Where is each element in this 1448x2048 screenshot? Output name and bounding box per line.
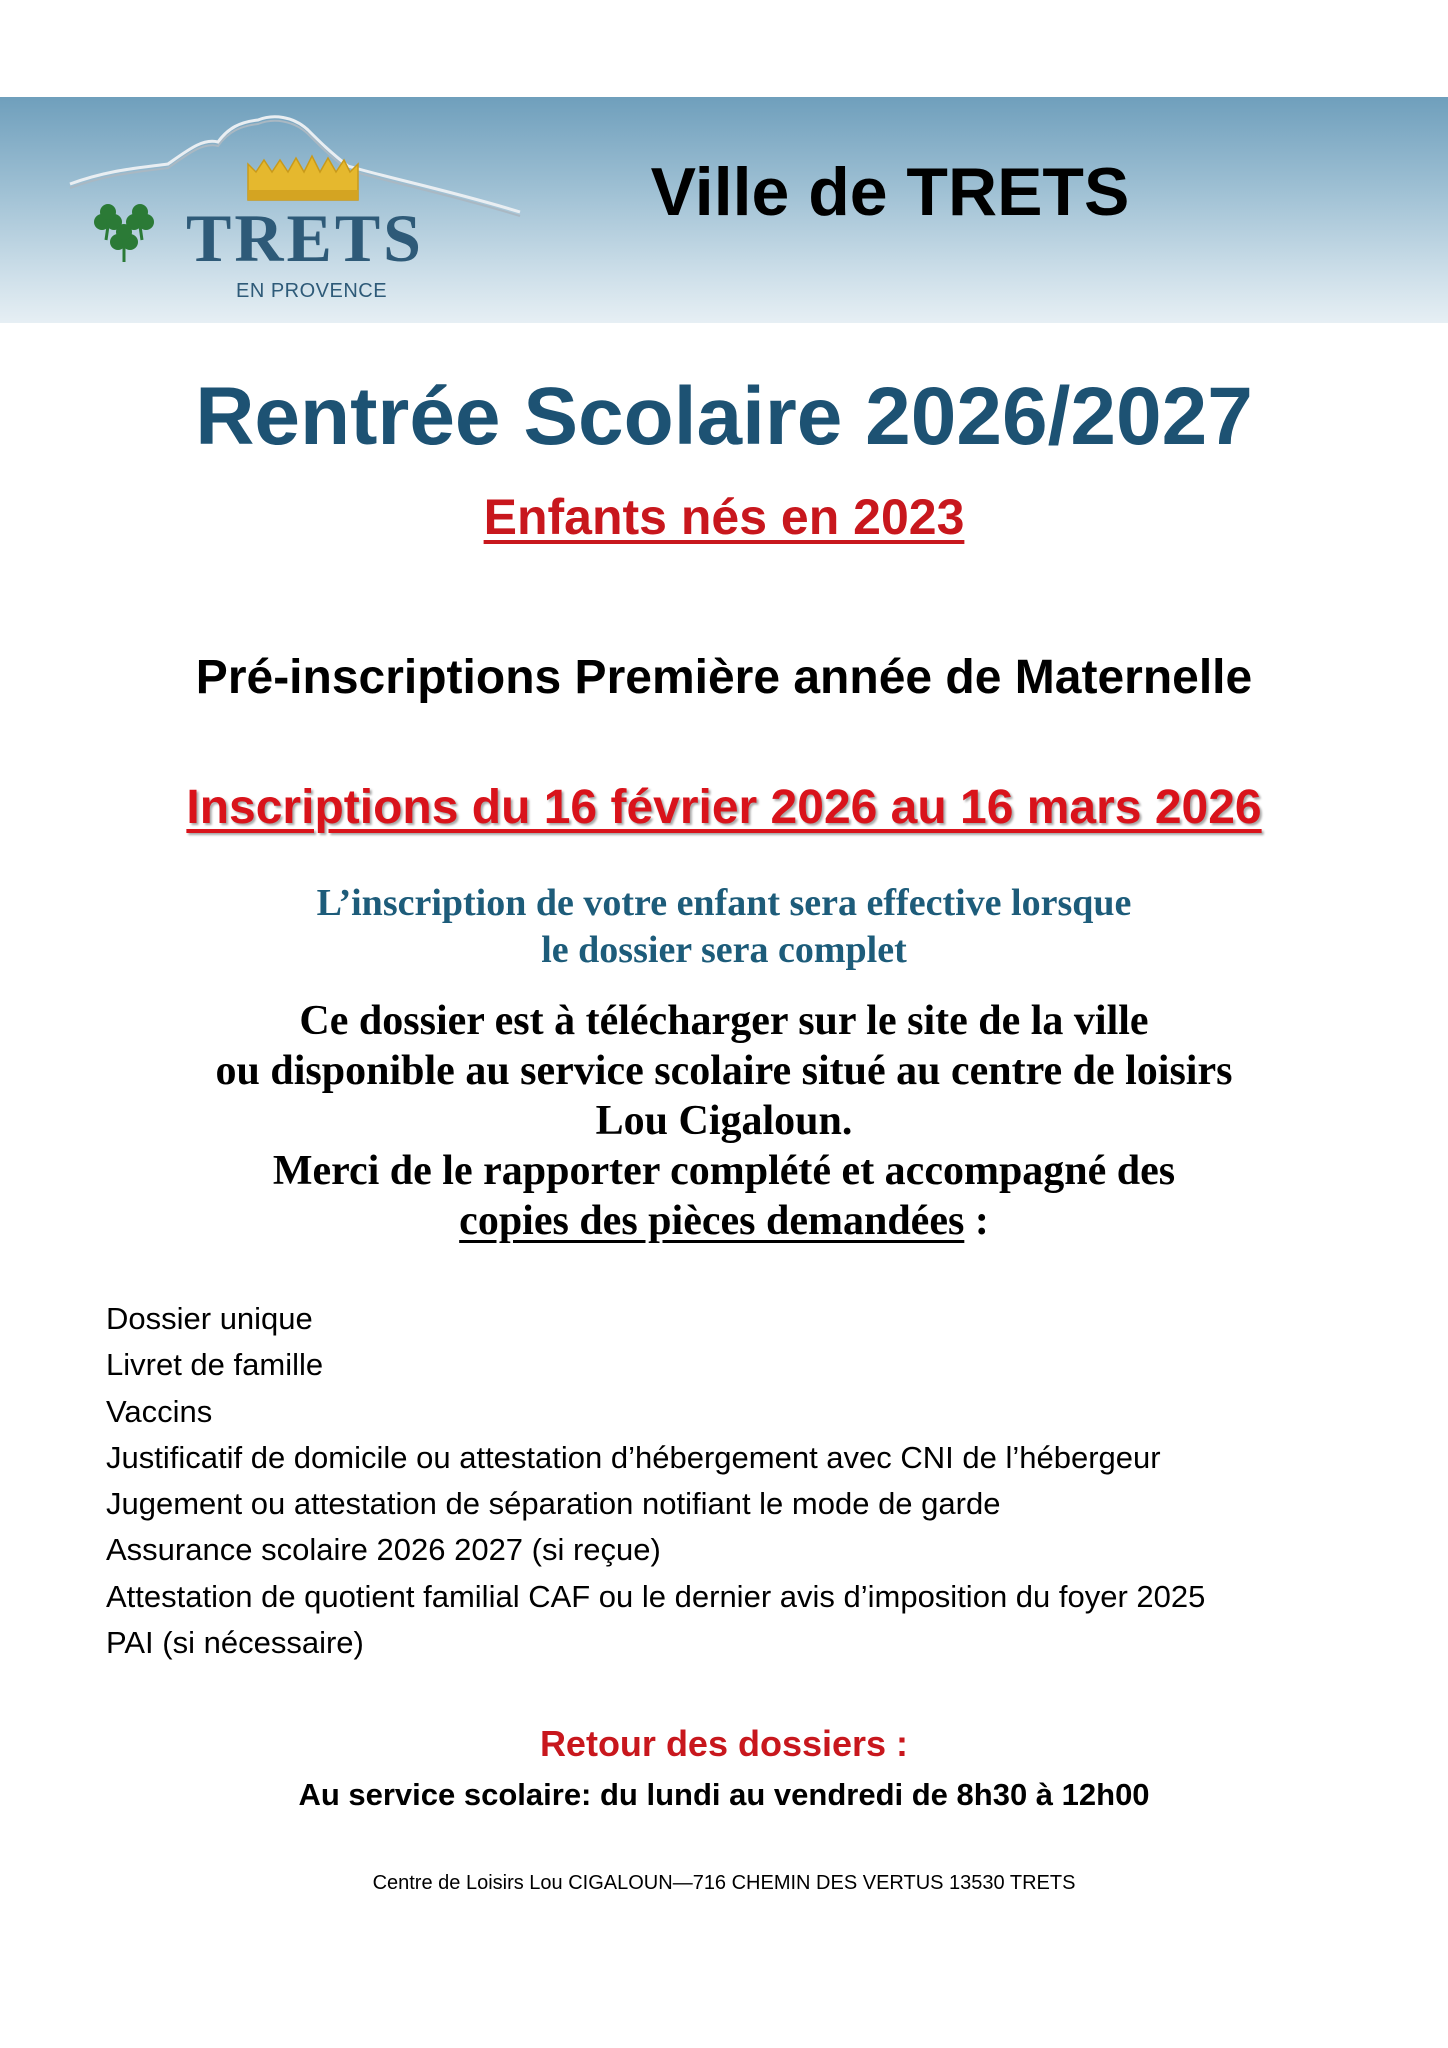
list-item: PAI (si nécessaire) xyxy=(106,1625,364,1661)
notice-block xyxy=(0,880,1448,974)
town-heading: Ville de TRETS xyxy=(650,154,1130,230)
instruction-line: Merci de le rapporter complété et accompagné des xyxy=(272,1148,1176,1194)
instructions-block xyxy=(0,996,1448,1246)
list-item: Attestation de quotient familial CAF ou le dernier avis d’imposition du foyer 2025 xyxy=(106,1578,1206,1614)
return-heading: Retour des dossiers : xyxy=(539,1723,909,1764)
logo-tagline: EN PROVENCE xyxy=(236,280,388,302)
required-documents-list xyxy=(106,1296,1205,1666)
instruction-suffix: : xyxy=(964,1198,989,1244)
birth-year-subtitle xyxy=(0,490,1448,545)
notice-line: L’inscription de votre enfant sera effective lorsque xyxy=(316,882,1132,924)
required-copies-underlined: copies des pièces demandées xyxy=(459,1198,965,1244)
instruction-line xyxy=(0,1196,1448,1246)
instruction-line: Lou Cigaloun. xyxy=(595,1098,853,1144)
office-hours: Au service scolaire: du lundi au vendredi de 8h30 à 12h00 xyxy=(298,1777,1150,1812)
list-item: Dossier unique xyxy=(106,1301,313,1336)
preinscription-heading: Pré-inscriptions Première année de Maternelle xyxy=(195,651,1253,704)
instruction-line: Ce dossier est à télécharger sur le site de la ville xyxy=(299,998,1149,1044)
list-item: Justificatif de domicile ou attestation d’hébergement avec CNI de l’hébergeur xyxy=(106,1439,1161,1475)
list-item: Livret de famille xyxy=(106,1347,324,1383)
list-item: Jugement ou attestation de séparation notifiant le mode de garde xyxy=(106,1486,1001,1522)
page-title: Rentrée Scolaire 2026/2027 xyxy=(195,371,1253,462)
footer-address: Centre de Loisirs Lou CIGALOUN—716 CHEMIN DES VERTUS 13530 TRETS xyxy=(372,1872,1076,1894)
birth-year-text: Enfants nés en 2023 xyxy=(483,489,965,545)
notice-line: le dossier sera complet xyxy=(541,929,907,971)
list-item: Assurance scolaire 2026 2027 (si reçue) xyxy=(106,1532,661,1568)
registration-dates xyxy=(0,782,1448,835)
logo-wordmark: TRETS xyxy=(186,200,424,276)
instruction-line: ou disponible au service scolaire situé au centre de loisirs xyxy=(215,1048,1233,1094)
list-item: Vaccins xyxy=(106,1393,213,1429)
registration-dates-text: Inscriptions du 16 février 2026 au 16 mars 2026 xyxy=(186,781,1262,834)
trets-logo xyxy=(68,108,528,308)
